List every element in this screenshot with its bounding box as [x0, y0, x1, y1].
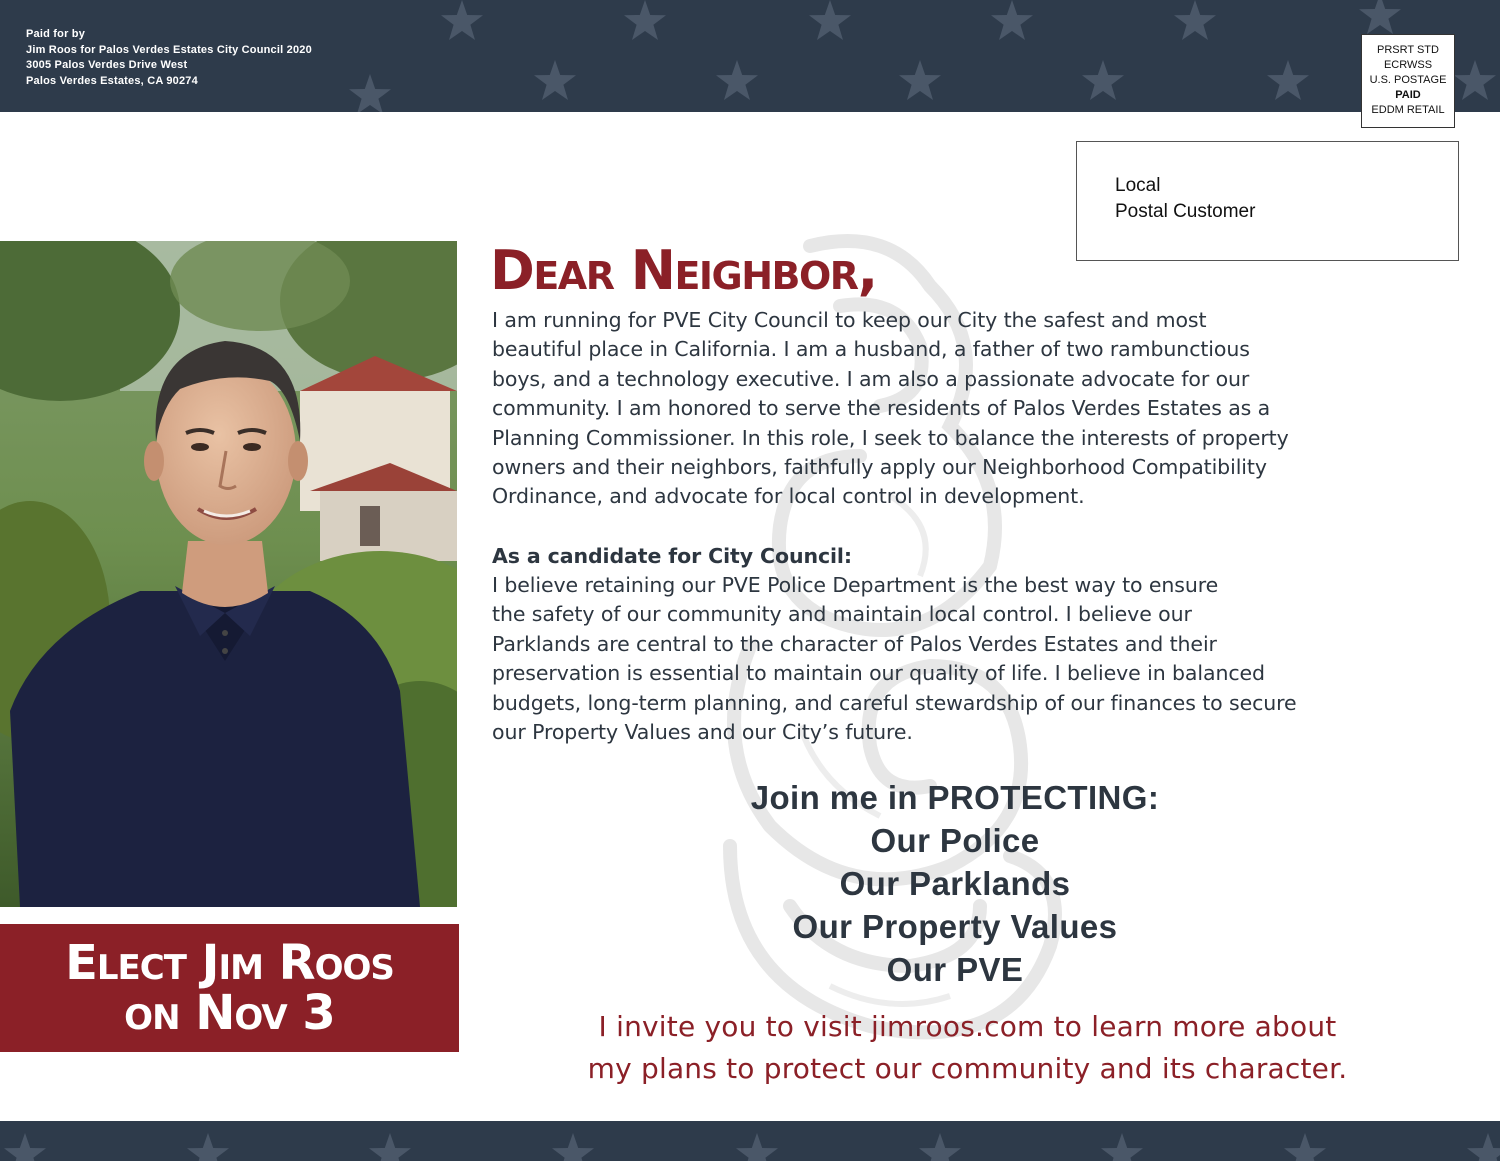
star-icon [736, 1133, 778, 1161]
candidate-line: budgets, long-term planning, and careful stewardship of our finances to secure [492, 690, 1297, 715]
star-icon [187, 1133, 229, 1161]
star-icon [1454, 60, 1496, 100]
protecting-item: Our Property Values [792, 908, 1118, 945]
protecting-heading: Join me in PROTECTING: [750, 779, 1160, 816]
intro-line: community. I am honored to serve the residents of Palos Verdes Estates as a [492, 396, 1271, 421]
star-icon [991, 0, 1033, 40]
postage-line: U.S. POSTAGE [1369, 74, 1447, 86]
star-icon [1359, 0, 1401, 34]
protecting-item: Our Parklands [839, 865, 1071, 902]
intro-paragraph [492, 306, 1392, 512]
candidate-photo [0, 241, 457, 907]
star-icon [899, 60, 941, 100]
intro-line: beautiful place in California. I am a husband, a father of two rambunctious [492, 337, 1250, 362]
indicia-line: Jim Roos for Palos Verdes Estates City Council 2020 [26, 43, 312, 56]
postage-line: PAID [1395, 89, 1421, 101]
invite-line: I invite you to visit jimroos.com to learn more about [598, 1010, 1337, 1043]
postage-line: PRSRT STD [1377, 44, 1439, 56]
intro-line: owners and their neighbors, faithfully apply our Neighborhood Compatibility [492, 455, 1267, 480]
star-icon [1101, 1133, 1143, 1161]
postage-indicia-box [1361, 34, 1455, 128]
website-invite [490, 1006, 1445, 1090]
elect-banner [0, 924, 459, 1052]
star-icon [809, 0, 851, 40]
candidate-line: I believe retaining our PVE Police Department is the best way to ensure [492, 573, 1219, 597]
star-icon [716, 60, 758, 100]
address-line: Local [1115, 175, 1161, 196]
indicia-line: Palos Verdes Estates, CA 90274 [26, 74, 198, 87]
star-icon [1174, 0, 1216, 40]
candidate-line: our Property Values and our City’s future. [492, 720, 913, 745]
candidate-line: the safety of our community and maintain local control. I believe our [492, 602, 1192, 627]
indicia-line: 3005 Palos Verdes Drive West [26, 59, 188, 71]
greeting-heading: Dear Neighbor, [490, 239, 877, 302]
candidate-line: Parklands are central to the character of Palos Verdes Estates and their [492, 631, 1217, 656]
star-icon [369, 1133, 411, 1161]
star-icon [1267, 60, 1309, 100]
invite-line: my plans to protect our community and its character. [587, 1052, 1348, 1085]
candidate-line: preservation is essential to maintain our quality of life. I believe in balanced [492, 661, 1265, 686]
intro-line: boys, and a technology executive. I am also a passionate advocate for our [492, 366, 1250, 391]
candidate-paragraph [492, 571, 1392, 747]
intro-line: Ordinance, and advocate for local control in development. [492, 484, 1085, 509]
postage-line: ECRWSS [1383, 59, 1433, 71]
star-icon [919, 1133, 961, 1161]
star-icon [1467, 1133, 1500, 1161]
mailing-address-box [1076, 141, 1459, 261]
star-icon [1082, 60, 1124, 100]
intro-line: I am running for PVE City Council to keep our City the safest and most [492, 308, 1207, 332]
candidate-heading: As a candidate for City Council: [492, 544, 852, 568]
postage-line: EDDM RETAIL [1371, 104, 1445, 116]
elect-line-1: Elect Jim Roos [65, 935, 394, 991]
star-pattern [0, 1121, 1500, 1161]
star-icon [552, 1133, 594, 1161]
star-icon [349, 74, 391, 112]
indicia-line: Paid for by [26, 28, 86, 40]
star-icon [534, 60, 576, 100]
bottom-star-band [0, 1121, 1500, 1161]
elect-line-2: on Nov 3 [124, 985, 335, 1041]
protecting-list [655, 776, 1255, 991]
protecting-item: Our PVE [886, 951, 1024, 988]
paid-for-indicia [26, 27, 312, 89]
protecting-item: Our Police [870, 822, 1040, 859]
intro-line: Planning Commissioner. In this role, I seek to balance the interests of property [492, 425, 1289, 450]
address-line: Postal Customer [1115, 201, 1256, 222]
star-icon [4, 1133, 46, 1161]
star-icon [624, 0, 666, 40]
star-icon [1284, 1133, 1326, 1161]
star-icon [441, 0, 483, 40]
